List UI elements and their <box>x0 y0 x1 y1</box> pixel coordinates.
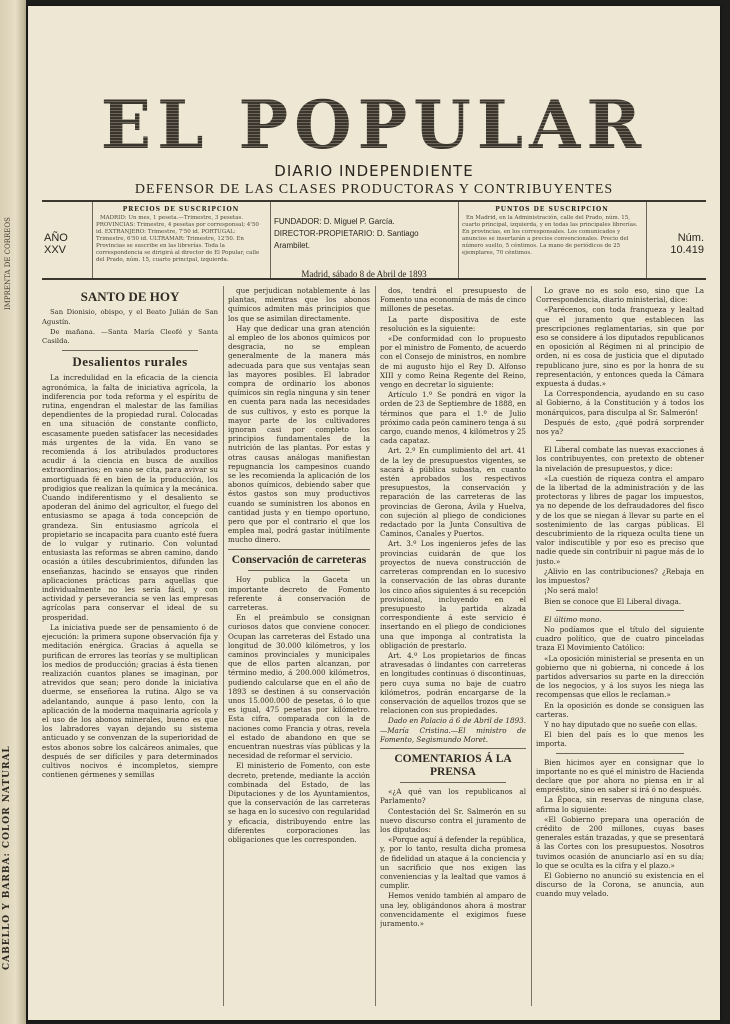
newspaper-tagline: DEFENSOR DE LAS CLASES PRODUCTORAS Y CONTRIBUYENTES <box>134 182 614 197</box>
paragraph: Artículo 1.º Se pondrá en vigor la orden de 23 de Septiembre de 1888, en términos que para el 1.º de Julio próximo cada peón caminero tenga á su cargo, cuando menos, 4 kilómetros y 25 cada capataz. <box>380 390 526 446</box>
paragraph: «De conformidad con lo propuesto por el ministro de Fomento, de acuerdo con el Consejo de ministros, en nombre de mi augusto hijo el Rey D. Alfonso XIII y como Reina Regente del Reino, vengo en decretar lo siguiente: <box>380 334 526 390</box>
column-2 <box>228 286 370 1006</box>
saint-text-2: De mañana. —Santa María Cleofé y Santa Casilda. <box>42 327 218 345</box>
issue-date: Madrid, sábado 8 de Abril de 1893 <box>301 269 427 279</box>
paragraph: Hemos venido también al amparo de una ley, obligándonos ahora á mostrar convencidamente el exigimos fuese juramento.» <box>380 891 526 929</box>
section-divider <box>248 570 350 571</box>
article-columns <box>42 286 706 1006</box>
newspaper-page <box>28 6 720 1020</box>
article-heading: Desalientos rurales <box>72 354 188 370</box>
band-divider <box>458 202 459 278</box>
issue-number: Núm. 10.419 <box>670 232 704 256</box>
paragraph: El ministerio de Fomento, con este decreto, pretende, mediante la acción combinada del Estado, de las Diputaciones y de los Ayuntamientos, que la conservación de las carreteras se haga en lo sucesivo con regularidad y eficacia, distribuyendo entre las diferentes corporaciones las obligaciones que les corresponden. <box>228 761 370 845</box>
newspaper-subtitle: DIARIO INDEPENDIENTE <box>274 162 474 180</box>
director-line: DIRECTOR-PROPIETARIO: D. Santiago Arambilet. <box>274 229 419 250</box>
paragraph: No podíamos que el título del siguiente cuadro político, que de cuatro pinceladas traza El Movimiento Católico: <box>536 624 704 653</box>
paragraph: En la oposición es donde se consiguen las carteras. <box>536 700 704 719</box>
column-divider <box>375 286 376 1006</box>
section-divider <box>556 753 684 754</box>
paragraph: El bien del país es lo que menos les importa. <box>536 730 704 749</box>
points-title: PUNTOS DE SUSCRIPCION <box>495 206 609 213</box>
paragraph: Art. 2.º En cumplimiento del art. 41 de la ley de presupuestos vigentes, se sacará á pública subasta, en cuanto estén aprobados los respectivos presupuestos, la conservación y reparación de las carreteras de las provincias de Gerona, Ávila y Huelva, con sujeción al pliego de condiciones redactado por la Junta Consultiva de Caminos, Canales y Puertos. <box>380 446 526 539</box>
paragraph: El último mono. <box>544 614 602 624</box>
founder-line: FUNDADOR: D. Miguel P. García. <box>274 217 395 226</box>
info-band <box>42 200 706 280</box>
paragraph: «Parécenos, con toda franqueza y lealtad que el juramento que establecen las prescripciones reglamentarias, sin que por eso se considere á los diputados republicanos en oposición al Régimen ni al principio de orden, ni es cosa de justicia que el diputado republicano jure, sino es por la honra de su representación, y entonces queda la Cámara expuesta á dudas.» <box>536 305 704 389</box>
paragraph: La parte dispositiva de este resolución es la siguiente: <box>380 314 526 333</box>
column-4 <box>536 286 704 1006</box>
signature-line: Dado en Palacio á 6 de Abril de 1893.—María Cristina.—El ministro de Fomento, Segismundo Moret. <box>380 716 526 744</box>
article-heading: COMENTARIOS Á LA PRENSA <box>394 752 512 778</box>
section-divider <box>62 350 198 351</box>
paragraph: Y no hay diputado que no sueñe con ellas. <box>544 719 698 729</box>
section-divider <box>556 610 684 611</box>
column-divider <box>223 286 224 1006</box>
paragraph: dos, tendrá el presupuesto de Fomento una economía de más de cinco millones de pesetas. <box>380 286 526 314</box>
saint-text: San Dionisio, obispo, y el Beato Julián de San Agustín. <box>42 308 218 326</box>
article-heading: Conservación de carreteras <box>231 553 367 566</box>
paragraph: Hay que dedicar una gran atención al empleo de los abonos químicos por desgracia, no se emplean generalmente de la manera más adecuada para que sus ventajas sean las mayores posibles. El labrador compra de ordinario los abonos químicos sin regla ninguna y sin tener en cuenta para nada las necesidades de sus cultivos, y esto es porque la mayor parte de los cultivadores ignoran casi por completo los principios fundamentales de la nutrición de las plantas. Por estas y otras causas análogas manifiestan repugnancia los campesinos cuando se les recomienda la aplicación de los abonos químicos, debiendo saber que éstos gastos son muy productivos cuando se suministren los abonos en cantidad justa y en tiempo oportuno, pero que por el contrario el que los emplea mal, podrá gastar inútilmente mucho dinero. <box>228 323 370 545</box>
paragraph: ¡No será malo! <box>544 586 599 596</box>
column-divider <box>531 286 532 1006</box>
column-3 <box>380 286 526 1006</box>
paragraph: «La oposición ministerial se presenta en un gobierno que ni gobierna, ni concede á los partidos adversarios su parte en la dirección de los negocios, y á los suyos les niega las recompensas que ellos le reclaman.» <box>536 653 704 700</box>
paragraph: La incredulidad en la eficacia de la ciencia agronómica, la falta de iniciativa agrícola, la indiferencia por toda reforma y el espíritu de rutina, engendran el malestar de las familias dependientes de la propiedad rural. Colocadas en una situación de constante conflicto, escasamente pueden satisfacer las necesidades más urgentes de la vida. En vano se recomienda á los atribulados productores acudir á la ciencia en busca de auxilios extraordinarios; en vano se cita, para avivar su amortiguada fé en bien de la producción, los prodigios que realizan la química y la mecánica. Cuando indiferentismo y el desaliento se apoderan del ánimo del agricultor, el fuego del entusiasmo se apaga á toda concepción de grandeza. Sin entusiasmo agrícola el propietario se incapacita para cuanto esté fuera de lo vulgar y rutinario. Con voluntad entusiasta las reformas se abren camino, dando ocasión a útiles descubrimientos, difunden las enseñanzas, hacindo se ensayos que rinden aplicaciones prácticas para aquellas que individualmente no les sería fácil, y con actividad y perseverancia se ven las empresas agrícolas para conservar el ideal de su prosperidad. <box>42 373 218 622</box>
section-divider <box>380 748 526 749</box>
paragraph: «Porque aquí á defender la república, y, por lo tanto, resulta dicha promesa de fidelidad un ataque á la conciencia y un sacrificio que nos exigen las conveniencias y la lealtad que vamos á cumplir. <box>380 835 526 891</box>
band-divider <box>92 202 93 278</box>
paragraph: Lo grave no es solo eso, sino que La Correspondencia, diario ministerial, dice: <box>536 286 704 305</box>
paragraph: Art. 3.º Los ingenieros jefes de las provincias cuidarán de que los proyectos de nueva construcción de carreteras comprendan en lo sucesivo la conservación de las obras durante los cinco años siguientes á su recepción provisional, incluyendo en el presupuesto la partida alzada correspondiente á este servicio é insertando en el pliego de condiciones una que imponga al contratista la obligación de prestarlo. <box>380 539 526 650</box>
masthead <box>28 86 720 198</box>
column-1 <box>42 286 218 1006</box>
paragraph: Hoy publica la Gaceta un importante decreto de Fomento referente á conservación de carreteras. <box>228 575 370 612</box>
paragraph: «¿A qué van los republicanos al Parlamento? <box>380 787 526 806</box>
paragraph: que perjudican notablemente á las plantas, mientras que los abonos químicos admiten más principios que los que se asimilan directamente. <box>228 286 370 323</box>
adjacent-page-strip <box>0 0 26 1024</box>
paragraph: La Época, sin reservas de ninguna clase, afirma lo siguiente: <box>536 795 704 814</box>
newspaper-title: EL POPULAR <box>28 92 720 158</box>
paragraph: Después de esto, ¿qué podrá sorprender nos ya? <box>536 417 704 437</box>
paragraph: Art. 4.º Los propietarios de fincas atravesadas ó lindantes con carreteras en longitudes continuas ó discontinuas, pero cuya suma no baje de cuatro kilómetros, podrán encargarse de la conservación de aquellos trozos que se relacionen con sus propiedades. <box>380 650 526 716</box>
section-divider <box>228 549 370 550</box>
paragraph: «La cuestión de riqueza contra el amparo de la libertad de la administración y de las protectoras y libres de pagar los impuestos, ya no depende de los defraudadores del fisco y de los que se niegan á llevar su parte en el sostenimiento de las cargas públicas. El descubrimiento de la riqueza oculta tiene un valor indiscutible y por eso es preciso que nadie quede sin contribuir ni pague más de lo justo.» <box>536 473 704 566</box>
publisher-info <box>274 216 454 280</box>
band-divider <box>270 202 271 278</box>
paragraph: Contestación del Sr. Salmerón en su nuevo discurso contra el juramento de los diputados: <box>380 806 526 835</box>
subscription-title: PRECIOS DE SUSCRIPCION <box>122 206 240 213</box>
year-label: AÑO XXV <box>44 232 68 256</box>
paragraph: La iniciativa puede ser de pensamiento ó de ejecución: la primera supone observación fija y meditación enérgica. Gracias á aquella se purifican de errores las teorías y se multiplican los medios de producción; gracias á ésta tienen realización cuantos planes se imaginan, por atrevidos que sean; pero donde la iniciativa duerme, se enseñorea la rutina. Algo se va adelantando, aunque á paso lento, con la aplicación de la moderna maquinaria agrícola y el uso de los abonos minerales, bueno es que los labradores vayan dejando su sistema anticuado y se convenzan de la superioridad de estos abonos sobre los calcáreos animales, que después de ser difíciles y para determinados cultivos nocivos é incompletos, siempre contienen gérmenes y semillas <box>42 622 218 780</box>
subscription-text: MADRID: Un mes, 1 peseta.—Trimestre, 3 pesetas. PROVINCIAS: Trimestre, 4 pesetas por corresponsal; 4'50 id. EXTRANJERO: Trimestre, 7'50 id. PORTUGAL: Trimestre, 6'50 id. ULTRAMAR: Trimestre, 12'50. En Provincias se suscribe en las librerías. Toda la correspondencia se dirigirá al director de El Popular, calle del Prado, núm. 15, cuarto principal, izquierda. <box>96 215 260 263</box>
points-text: En Madrid, en la Administración, calle del Prado, núm. 15, cuarto principal, izquierda, y en todas las principales librerías. En provincias, en los corresponsales. Los comunicados y anuncios se insertarán a precios convencionales. Precio del número suelto, 5 céntimos. La mano de periódicos de 25 ejemplares, 70 céntimos. <box>462 215 638 256</box>
section-divider <box>400 782 506 783</box>
paragraph: La Correspondencia, ayudando en su caso al Gobierno, á la Constitución y á todos los monárquicos, para disculpa al Sr. Salmerón! <box>536 389 704 417</box>
points-box <box>462 206 642 278</box>
paragraph: Bien hicimos ayer en consignar que lo importante no es qué el ministro de Hacienda declare que por ahora no piensa en ir al empréstito, sino en saber si irá ó no después. <box>536 757 704 795</box>
saint-heading: SANTO DE HOY <box>80 289 180 304</box>
subscription-box <box>96 206 266 278</box>
section-divider <box>556 440 684 441</box>
paragraph: «El Gobierno prepara una operación de crédito de 200 millones, cuyas bases generales están trazadas, y que se presentará á las Cortes con los presupuestos. Nosotros tuvimos ocasión de anunciarlo así en su día; lo que se oculta es la cifra y el plazo.» <box>536 814 704 870</box>
adjacent-page-text: IMPRENTA DE CORREOS <box>4 217 12 310</box>
paragraph: El Liberal combate las nuevas exacciones á los contribuyentes, con pretexto de obtener la nivelación de presupuestos, y dice: <box>536 445 704 473</box>
adjacent-page-advert: CABELLO Y BARBA: COLOR NATURAL <box>2 745 12 970</box>
paragraph: Bien se conoce que El Liberal divaga. <box>544 596 682 606</box>
paragraph: En el preámbulo se consignan curiosos datos que conviene conocer. Ocupan las carreteras del Estado una longitud de 30.000 kilómetros, y los caminos provinciales y municipales que de ellos parten alcanzan, por término medio, á 200.000 kilómetros, pudiendo calcularse que en el año de 1893 se destinen á su conservación unos 15.000.000 de pesetas, ó lo que es igual, 475 pesetas por kilómetro. Esta cifra, comparada con la de naciones como Francia y otras, revela el estado de abandono en que se encuentran nuestras vías públicas y la necesidad de reformar el servicio. <box>228 613 370 761</box>
paragraph: ¿Alivio en las contribuciones? ¿Rebaja en los impuestos? <box>536 566 704 586</box>
paragraph: El Gobierno no anunció su existencia en el discurso de la Corona, se anuncia, aun cuando muy velado. <box>536 870 704 899</box>
